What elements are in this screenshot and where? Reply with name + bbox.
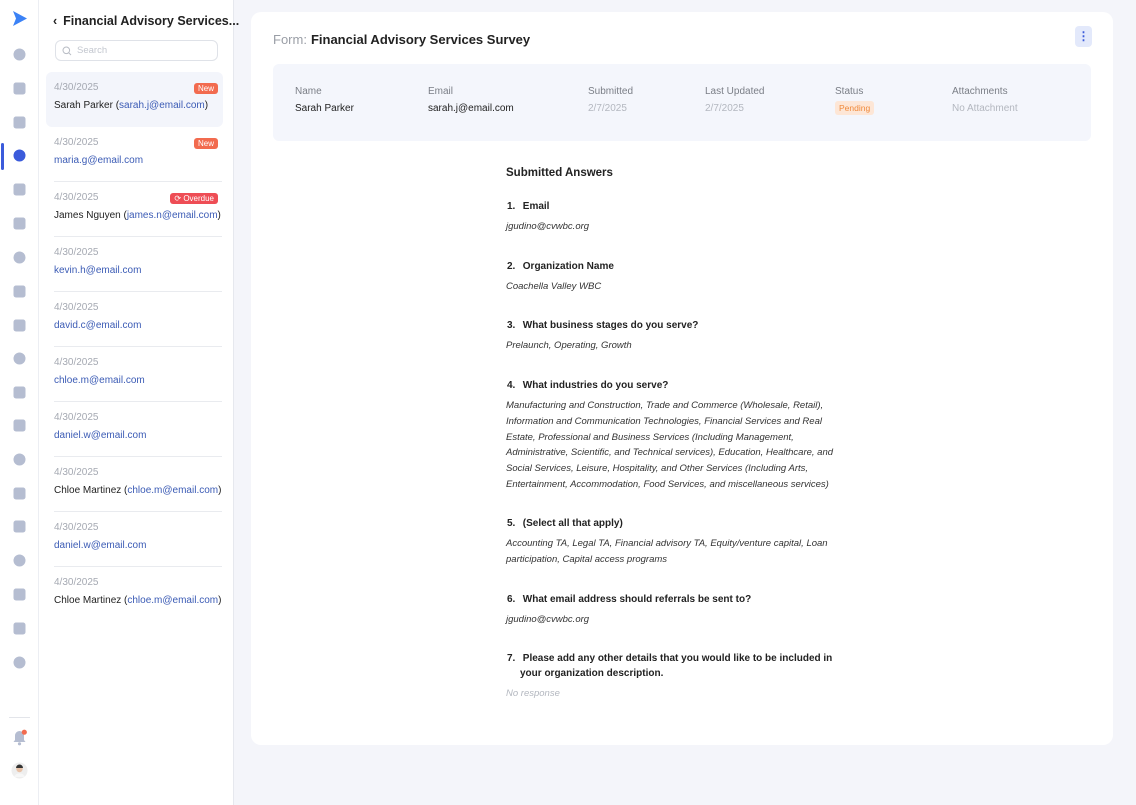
form-title [273, 32, 530, 47]
building-icon[interactable] [11, 518, 28, 535]
submitter-email: sarah.j@email.com [119, 100, 205, 111]
name-header: Name [295, 86, 322, 97]
star-team-icon[interactable] [11, 317, 28, 334]
user-network-icon[interactable] [11, 384, 28, 401]
list-item[interactable] [46, 127, 223, 182]
item-date: 4/30/2025 [54, 302, 99, 313]
question-number: 2. [507, 260, 516, 272]
answer: jgudino@cvwbc.org [506, 613, 590, 625]
question [506, 651, 851, 681]
item-date: 4/30/2025 [54, 412, 99, 423]
flowchart-icon[interactable] [11, 654, 28, 671]
submitter-email: chloe.m@email.com [127, 485, 219, 496]
user-avatar[interactable] [11, 762, 28, 779]
item-date: 4/30/2025 [54, 137, 99, 148]
item-date: 4/30/2025 [54, 192, 99, 203]
attachments-header: Attachments [952, 86, 1008, 97]
answer: Coachella Valley WBC [506, 280, 602, 292]
list-item[interactable] [46, 347, 223, 402]
list-item[interactable] [46, 292, 223, 347]
logo-icon[interactable] [11, 10, 28, 27]
search-placeholder: Search [77, 45, 108, 56]
submitter-email: david.c@email.com [54, 320, 142, 331]
submitted-value: 2/7/2025 [588, 103, 627, 114]
name-value: Sarah Parker [295, 103, 354, 114]
submitter-email: james.n@email.com [126, 210, 218, 221]
clock-icon[interactable] [11, 114, 28, 131]
search-icon [62, 46, 72, 56]
submitted-header: Submitted [588, 86, 634, 97]
item-date: 4/30/2025 [54, 577, 99, 588]
form-name: Financial Advisory Services Survey [310, 32, 531, 47]
more-options-button[interactable]: ⋮ [1075, 26, 1092, 47]
status-header: Status [835, 86, 864, 97]
active-indicator [1, 143, 4, 170]
submitter-name: Chloe Martinez [54, 595, 122, 606]
answer: jgudino@cvwbc.org [506, 221, 590, 232]
email-header: Email [428, 86, 454, 97]
submission-info [273, 64, 1091, 141]
question-number: 7. [507, 653, 516, 665]
status-badge: Pending [835, 101, 874, 115]
list-item[interactable]: 4/30/2025 James Nguyen (james.n@email.com) ⟳ Overdue [46, 182, 223, 237]
new-badge [194, 138, 218, 149]
item-date: 4/30/2025 [54, 522, 99, 533]
submitter-name: Sarah Parker [54, 100, 113, 111]
question [506, 318, 851, 333]
answer: Accounting TA, Legal TA, Financial advisory TA, Equity/venture capital, Loan participation, Capital access programs [506, 538, 828, 566]
team-icon[interactable] [11, 80, 28, 97]
submitter-email: daniel.w@email.com [54, 430, 147, 441]
answer: Manufacturing and Construction, Trade and Commerce (Wholesale, Retail), Information and Communication Technologies, Financial Services and Real Estate, Professional and Business Services (Including Management, Administrative, Scientific, and Technical services), Education, Healthcare, and Social Services, Leisure, Hospitality, and Other Services (Including Arts, Entertainment, Accommodation, Food Services, and miscellaneous services) [506, 400, 834, 490]
submitter-email: daniel.w@email.com [54, 540, 147, 551]
dollar-icon[interactable] [11, 451, 28, 468]
question-text: What business stages do you serve? [522, 320, 699, 332]
overdue-badge: ⟳ Overdue [170, 193, 218, 204]
answer: Prelaunch, Operating, Growth [506, 340, 632, 352]
submissions-panel [39, 0, 240, 805]
updated-value: 2/7/2025 [705, 103, 744, 114]
list-item[interactable]: 4/30/2025 Chloe Martinez (chloe.m@email.com) [46, 457, 223, 512]
list-item[interactable] [46, 512, 223, 567]
submitter-email: chloe.m@email.com [54, 375, 145, 386]
form-card [251, 12, 1113, 745]
submitter-email: chloe.m@email.com [127, 595, 219, 606]
item-date: 4/30/2025 [54, 247, 99, 258]
submitter-name: Chloe Martinez [54, 485, 122, 496]
list-item[interactable]: 4/30/2025 Chloe Martinez (chloe.m@email.com) [54, 577, 222, 606]
submission-list [46, 72, 223, 622]
question-text: Please add any other details that you would like to be included in your organization description. [520, 653, 833, 680]
mail-icon[interactable] [11, 586, 28, 603]
workstation-icon[interactable] [11, 350, 28, 367]
form-label: Form: [273, 32, 307, 47]
bell-icon[interactable] [11, 729, 28, 746]
new-badge [194, 83, 218, 94]
badge-label: New [197, 84, 214, 93]
group-hands-icon[interactable] [11, 283, 28, 300]
graduation-cap-icon[interactable] [11, 485, 28, 502]
question [506, 592, 851, 607]
chevron-left-icon: ‹ [53, 14, 58, 28]
item-date: 4/30/2025 [54, 82, 99, 93]
question-number: 1. [507, 201, 516, 212]
submitter-email: maria.g@email.com [54, 155, 144, 166]
question-text: Email [522, 201, 550, 212]
question [506, 199, 851, 214]
panel-title: Financial Advisory Services... [63, 14, 240, 28]
question-text: What industries do you serve? [522, 380, 669, 392]
question-text: Organization Name [522, 260, 614, 272]
question-number: 3. [507, 320, 516, 332]
question-text: (Select all that apply) [522, 518, 623, 530]
search-input[interactable] [55, 40, 218, 61]
question [506, 516, 851, 531]
candlestick-icon[interactable] [11, 417, 28, 434]
item-date: 4/30/2025 [54, 467, 99, 478]
question-text: What email address should referrals be sent to? [522, 593, 752, 605]
rail-divider [9, 717, 30, 718]
answers-title: Submitted Answers [506, 167, 613, 179]
user-search-icon[interactable] [11, 249, 28, 266]
updated-header: Last Updated [705, 86, 765, 97]
attachments-value: No Attachment [952, 103, 1018, 114]
submitter-name: James Nguyen [54, 210, 121, 221]
badge-label: Overdue [183, 194, 214, 203]
question-number: 5. [507, 518, 516, 530]
report-icon[interactable] [11, 552, 28, 569]
share-icon[interactable] [11, 181, 28, 198]
home-icon[interactable] [11, 46, 28, 63]
answer: No response [506, 688, 560, 700]
question-number: 6. [507, 593, 516, 605]
list-item[interactable] [46, 237, 223, 292]
bar-chart-icon[interactable] [11, 215, 28, 232]
document-icon[interactable] [11, 147, 28, 164]
folder-icon[interactable] [11, 620, 28, 637]
list-item[interactable] [46, 402, 223, 457]
list-item[interactable]: 4/30/2025 Sarah Parker (sarah.j@email.com) New [46, 72, 223, 127]
question [506, 259, 851, 274]
submitter-email: kevin.h@email.com [54, 265, 142, 276]
item-date: 4/30/2025 [54, 357, 99, 368]
back-button[interactable] [53, 14, 239, 28]
badge-label: New [197, 139, 214, 148]
question-number: 4. [507, 380, 516, 392]
icon-rail [0, 0, 39, 805]
submitted-answers [506, 167, 851, 726]
question [506, 378, 851, 393]
email-link[interactable]: sarah.j@email.com [428, 103, 514, 114]
